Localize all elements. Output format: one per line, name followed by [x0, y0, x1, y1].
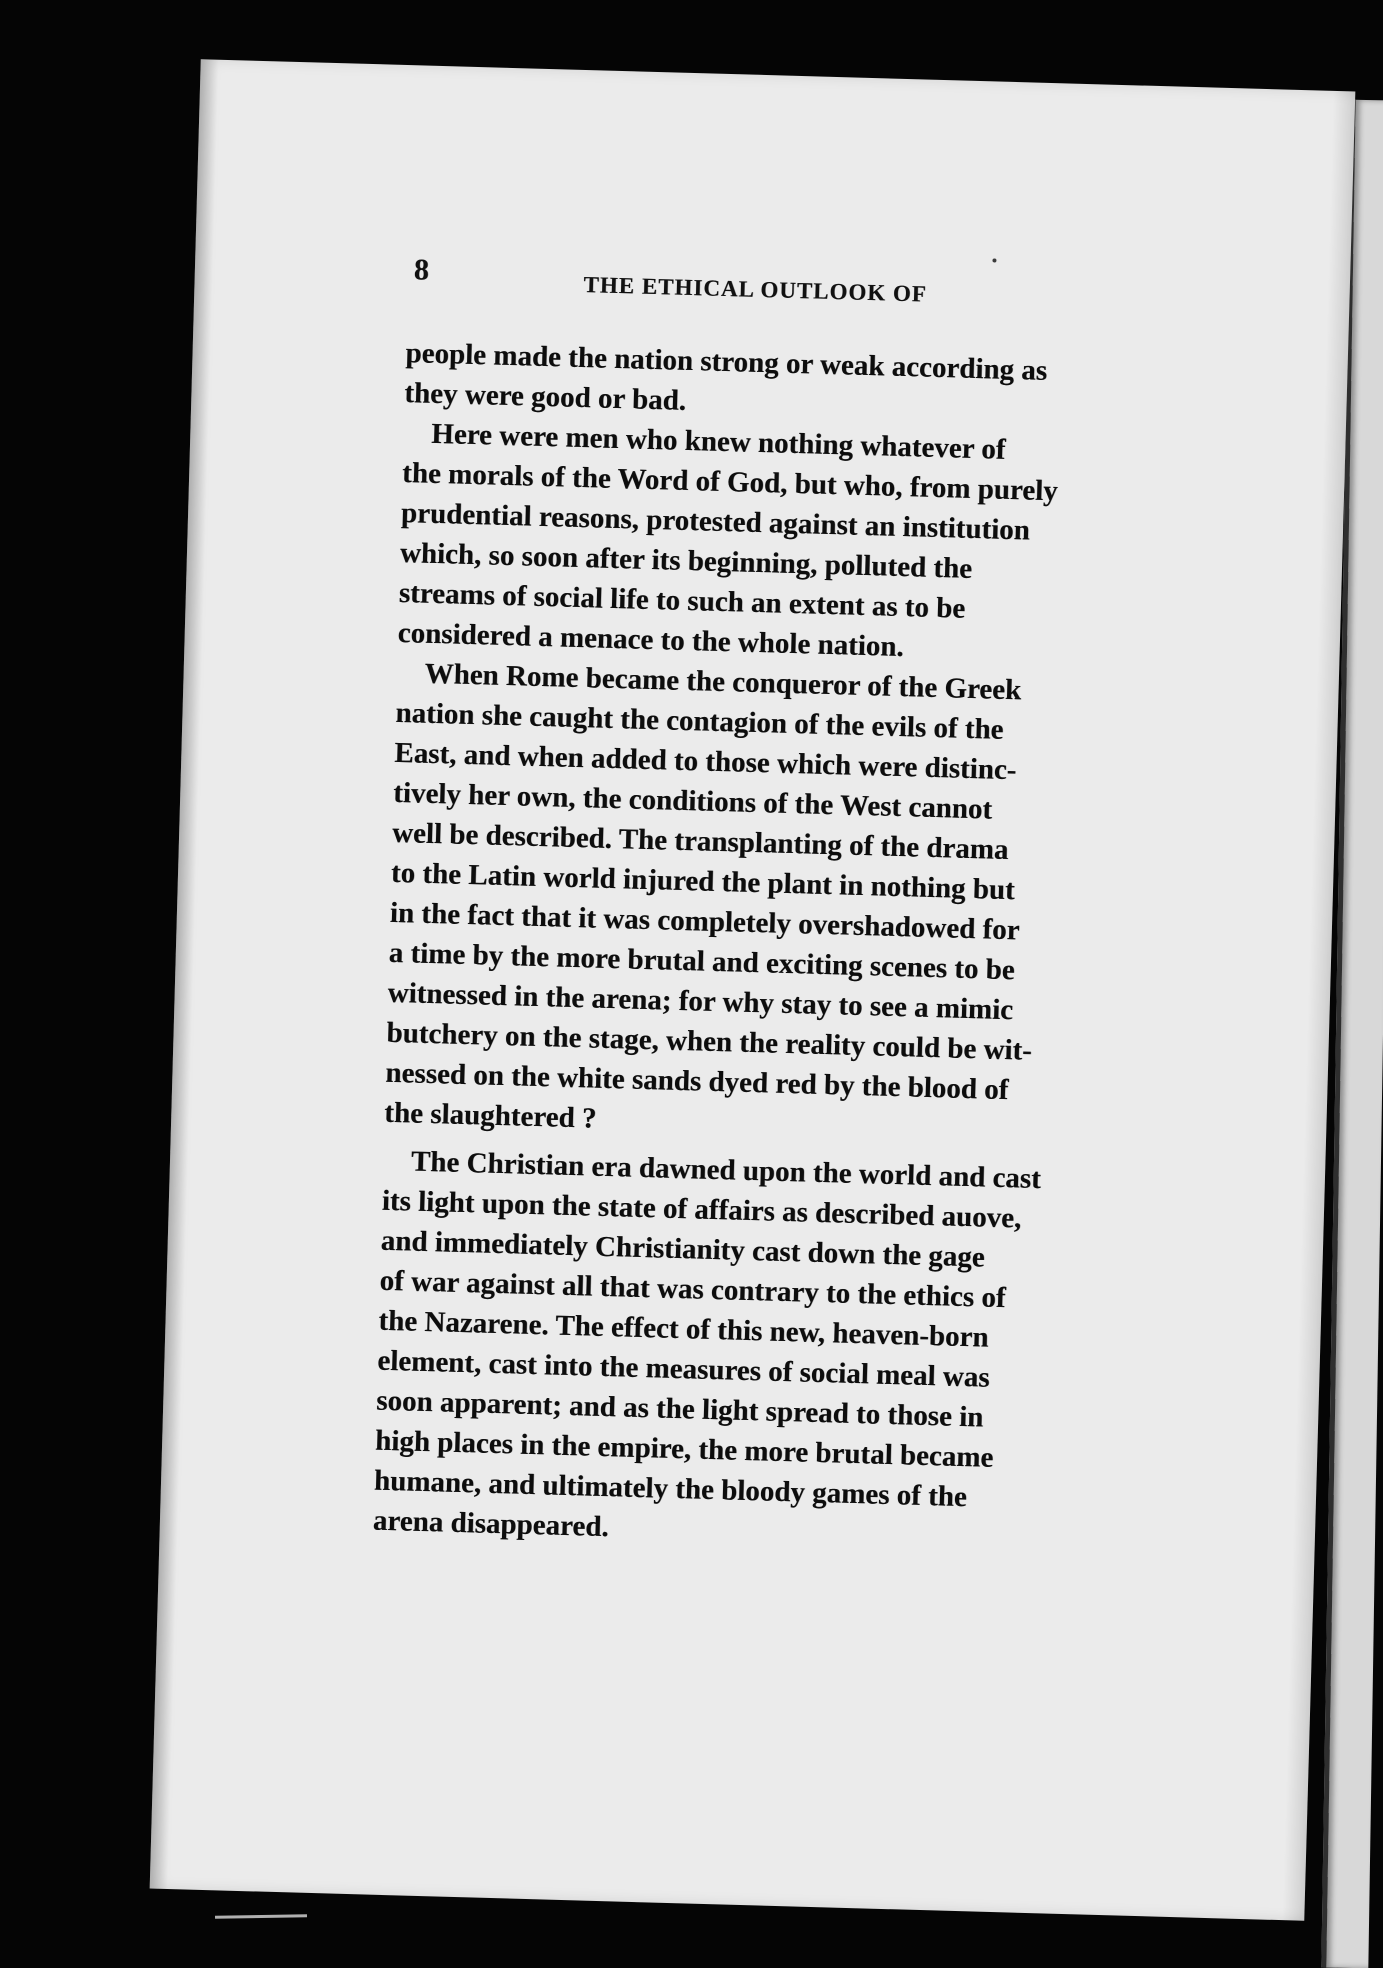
body-text [372, 333, 1165, 1562]
text-line: Here were men who knew nothing whatever of [430, 417, 1006, 466]
text-line: soon apparent; and as the light spread to those in [375, 1384, 984, 1434]
text-line: its light upon the state of affairs as described auove, [381, 1184, 1022, 1235]
text-line: arena disappeared. [372, 1504, 610, 1544]
text-line: prudential reasons, protested against an institution [400, 497, 1031, 547]
text-line: streams of social life to such an extent as to be [398, 576, 966, 625]
text-line: considered a menace to the whole nation. [397, 616, 905, 664]
text-line: East, and when added to those which were distinc- [394, 736, 1017, 787]
text-line: the morals of the Word of God, but who, from purely [401, 457, 1059, 508]
text-line: well be described. The transplanting of the drama [391, 816, 1009, 867]
text-line: in the fact that it was completely overshadowed for [389, 896, 1021, 947]
page-header [412, 255, 1214, 347]
text-line: humane, and ultimately the bloody games of the [373, 1464, 968, 1514]
text-line: tively her own, the conditions of the West cannot [392, 776, 993, 826]
paragraph-3 [384, 653, 1157, 1154]
text-line: When Rome became the conqueror of the Greek [424, 657, 1022, 707]
text-line: The Christian era dawned upon the world and cast [410, 1145, 1042, 1196]
paragraph-2 [397, 413, 1163, 674]
text-line: and immediately Christianity cast down the gage [380, 1224, 986, 1274]
running-head: THE ETHICAL OUTLOOK OF [583, 272, 928, 307]
book-page [150, 59, 1356, 1921]
text-line: nessed on the white sands dyed red by the blood of [385, 1056, 1009, 1107]
paragraph-4 [372, 1141, 1143, 1562]
bottom-scan-mark [215, 1914, 307, 1919]
page-speck [992, 258, 996, 262]
text-line: nation she caught the contagion of the evils of the [395, 696, 1005, 746]
text-line: the slaughtered ? [383, 1096, 597, 1135]
text-line: they were good or bad. [404, 377, 687, 417]
text-line: butchery on the stage, when the reality could be wit- [386, 1016, 1033, 1067]
text-line: high places in the empire, the more brutal became [374, 1424, 994, 1474]
text-line: element, cast into the measures of social meal was [377, 1344, 991, 1394]
text-line: which, so soon after its beginning, polluted the [399, 536, 973, 585]
text-line: a time by the more brutal and exciting scenes to be [388, 936, 1016, 987]
text-line: witnessed in the arena; for why stay to see a mimic [387, 976, 1014, 1027]
text-line: of war against all that was contrary to the ethics of [379, 1264, 1007, 1315]
text-line: to the Latin world injured the plant in nothing but [390, 856, 1016, 907]
text-line: people made the nation strong or weak according as [405, 337, 1048, 387]
text-line: the Nazarene. The effect of this new, heaven-born [378, 1304, 990, 1354]
page-number: 8 [413, 253, 430, 287]
